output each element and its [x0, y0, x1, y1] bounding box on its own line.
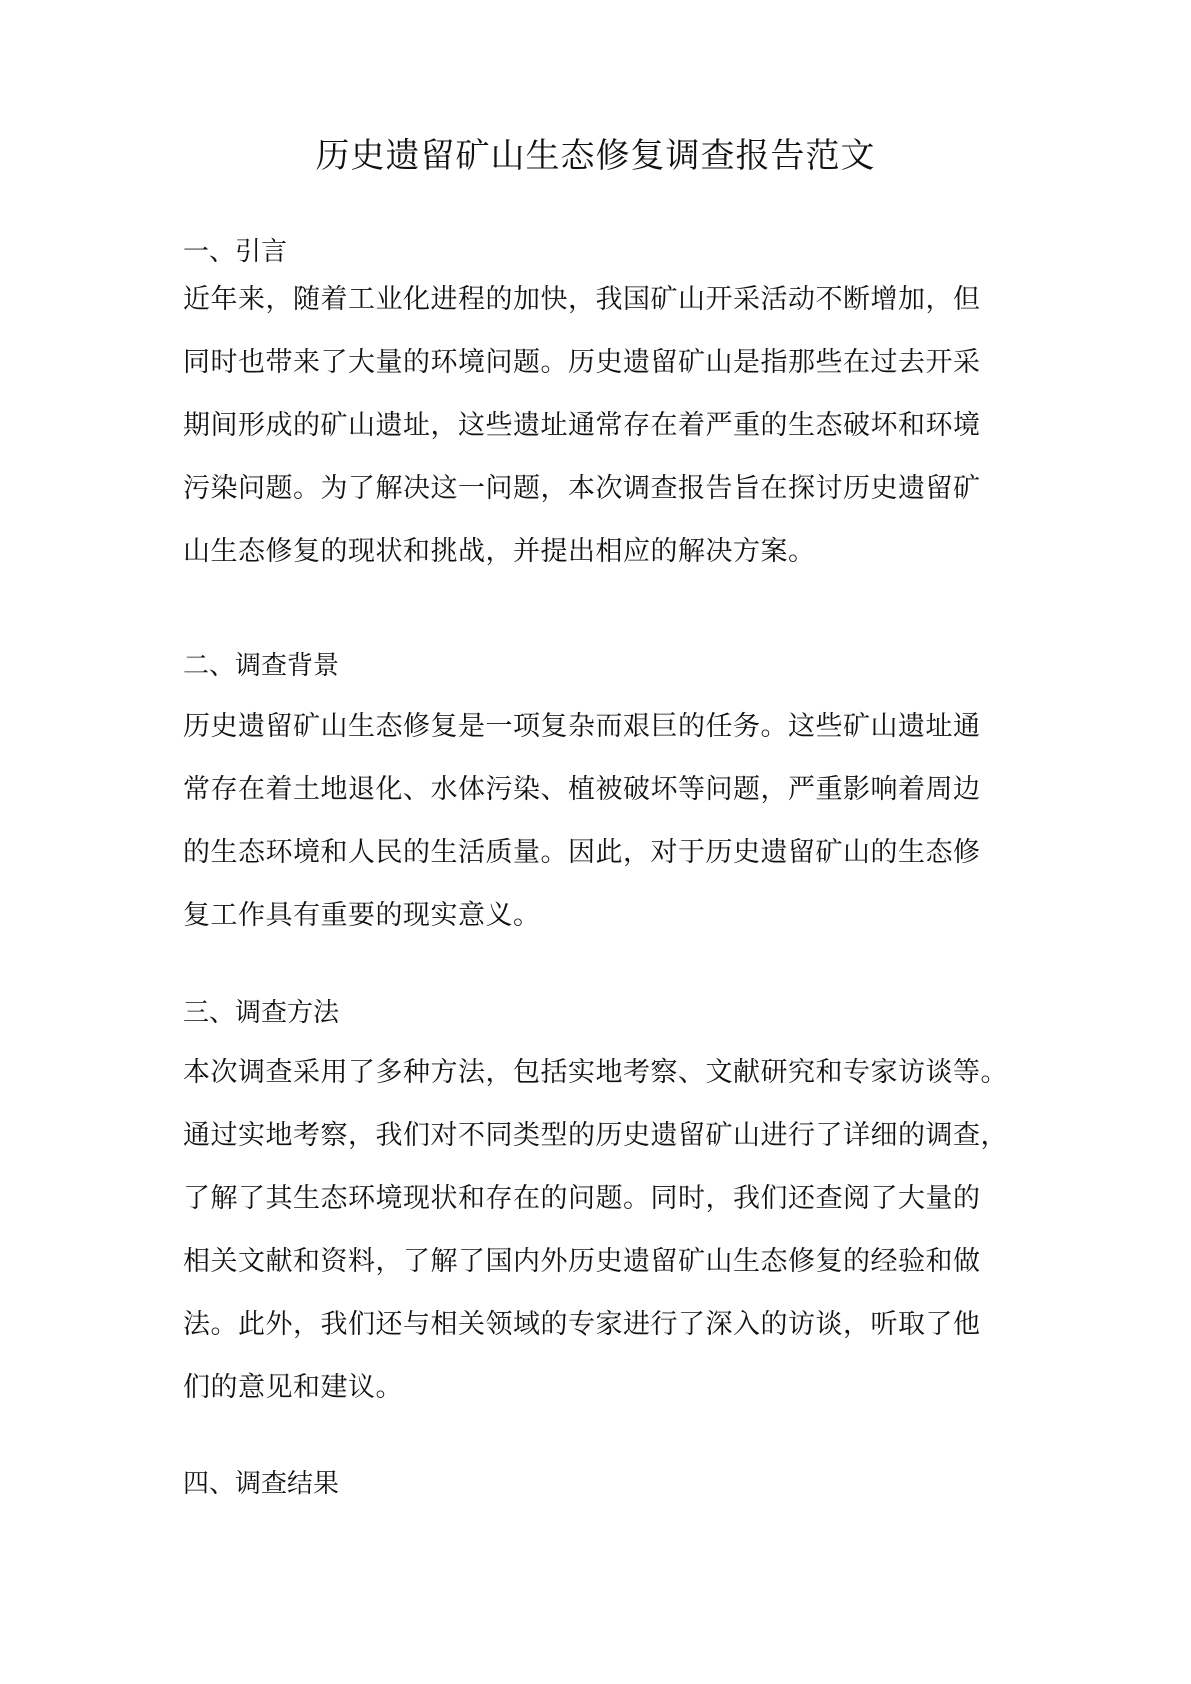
- paragraph-line: 通过实地考察，我们对不同类型的历史遗留矿山进行了详细的调查，: [183, 1120, 1008, 1151]
- paragraph-line: 复工作具有重要的现实意义。: [183, 900, 541, 931]
- paragraph-line: 近年来，随着工业化进程的加快，我国矿山开采活动不断增加，但: [183, 284, 981, 315]
- paragraph-line: 山生态修复的现状和挑战，并提出相应的解决方案。: [183, 536, 816, 567]
- section-body-methods: [183, 1041, 1023, 1419]
- paragraph-line: 的生态环境和人民的生活质量。因此，对于历史遗留矿山的生态修: [183, 837, 981, 868]
- section-body-background: [183, 695, 1023, 947]
- section-heading-results: 四、调查结果: [183, 1469, 340, 1499]
- section-heading-introduction: 一、引言: [183, 237, 288, 267]
- section-body-introduction: [183, 268, 1023, 583]
- paragraph-line: 常存在着土地退化、水体污染、植被破坏等问题，严重影响着周边: [183, 774, 981, 805]
- paragraph-line: 污染问题。为了解决这一问题，本次调查报告旨在探讨历史遗留矿: [183, 473, 981, 504]
- paragraph-line: 期间形成的矿山遗址，这些遗址通常存在着严重的生态破坏和环境: [183, 410, 981, 441]
- paragraph-line: 历史遗留矿山生态修复是一项复杂而艰巨的任务。这些矿山遗址通: [183, 711, 981, 742]
- paragraph-line: 们的意见和建议。: [183, 1372, 403, 1403]
- paragraph-line: 本次调查采用了多种方法，包括实地考察、文献研究和专家访谈等。: [183, 1057, 1008, 1088]
- paragraph-line: 相关文献和资料，了解了国内外历史遗留矿山生态修复的经验和做: [183, 1246, 981, 1277]
- document-title: 历史遗留矿山生态修复调查报告范文: [315, 136, 876, 176]
- section-heading-methods: 三、调查方法: [183, 998, 340, 1028]
- paragraph-line: 法。此外，我们还与相关领域的专家进行了深入的访谈，听取了他: [183, 1309, 981, 1340]
- paragraph-line: 同时也带来了大量的环境问题。历史遗留矿山是指那些在过去开采: [183, 347, 981, 378]
- section-heading-background: 二、调查背景: [183, 651, 340, 681]
- paragraph-line: 了解了其生态环境现状和存在的问题。同时，我们还查阅了大量的: [183, 1183, 981, 1214]
